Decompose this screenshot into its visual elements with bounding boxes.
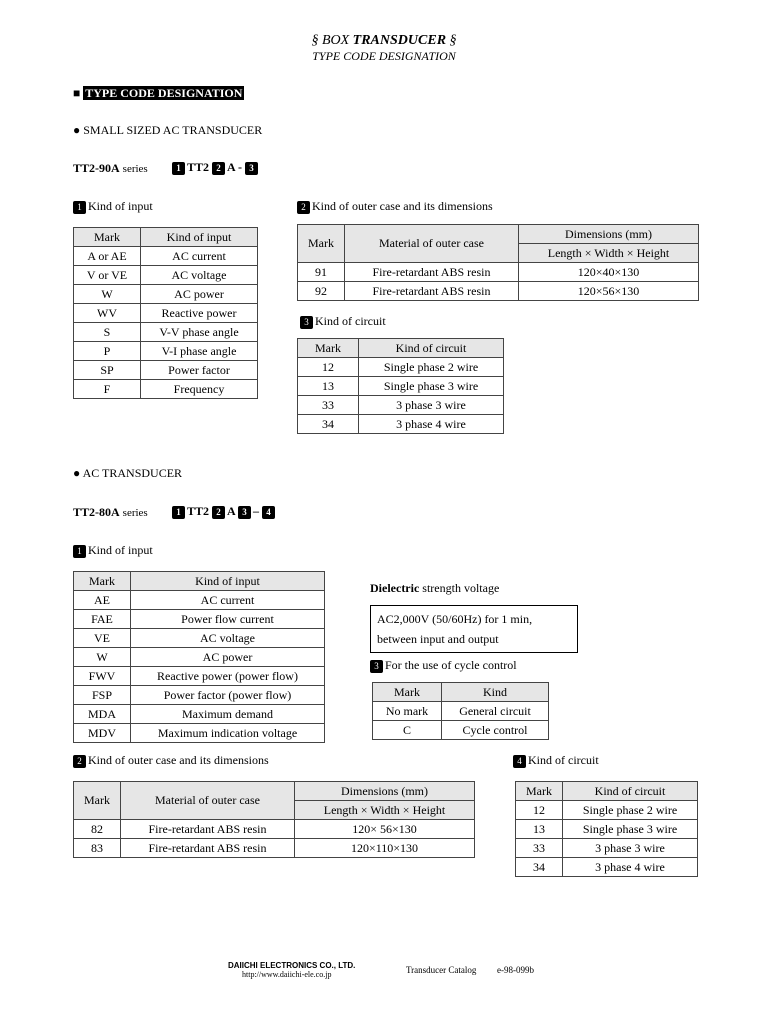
small-circuit-table: Mark Kind of circuit 12 Single phase 2 wire 13 Single phase 3 wire 33 3 phase 3 wire 34 3 phase 4 wire [297, 338, 504, 434]
page-subtitle: TYPE CODE DESIGNATION [312, 49, 456, 63]
table-row: No mark General circuit [373, 702, 549, 721]
table-row: 33 3 phase 3 wire [516, 839, 698, 858]
table-row: 33 3 phase 3 wire [298, 396, 504, 415]
table-row: FWV Reactive power (power flow) [74, 667, 325, 686]
small-circuit-caption: 3 Kind of circuit [300, 314, 386, 329]
table-row: FSP Power factor (power flow) [74, 686, 325, 705]
table-row: V or VE AC voltage [74, 266, 258, 285]
ac-code: 1 TT2 2 A 3 – 4 [172, 504, 277, 519]
table-row: 92 Fire-retardant ABS resin 120×56×130 [298, 282, 699, 301]
page-title: § BOX TRANSDUCER § [311, 33, 457, 48]
footer-catalog: Transducer Catalog [406, 965, 477, 975]
table-row: 83 Fire-retardant ABS resin 120×110×130 [74, 839, 475, 858]
table-row: MDA Maximum demand [74, 705, 325, 724]
company-logo [228, 960, 355, 970]
table-row: VE AC voltage [74, 629, 325, 648]
small-code: 1 TT2 2 A - 3 [172, 160, 260, 175]
table-row: 91 Fire-retardant ABS resin 120×40×130 [298, 263, 699, 282]
table-row: F Frequency [74, 380, 258, 399]
small-heading: ● SMALL SIZED AC TRANSDUCER [73, 123, 263, 137]
dielectric-label: Dielectric strength voltage [370, 581, 500, 595]
ac-circuit-table: Mark Kind of circuit 12 Single phase 2 wire 13 Single phase 3 wire 33 3 phase 3 wire 34 3 phase 4 wire [515, 781, 698, 877]
section-heading: ■ TYPE CODE DESIGNATION [73, 86, 243, 100]
table-row: 34 3 phase 4 wire [298, 415, 504, 434]
ac-case-table: Mark Material of outer case Dimensions (mm) Length × Width × Height 82 Fire-retardant ABS resin 120× 56×130 83 Fire-retardant ABS resin 120×110×130 [73, 781, 475, 858]
small-input-table: Mark Kind of input A or AE AC current V or VE AC voltage W AC power WV Reactive power S V-V phase angle P V-I phase angle SP Power factor F Frequency [73, 227, 258, 399]
ac-series: TT2-80A series [73, 505, 148, 519]
footer-code: e-98-099b [497, 965, 534, 975]
small-input-caption: 1 Kind of input [73, 199, 153, 214]
ac-case-caption: 2 Kind of outer case and its dimensions [73, 753, 269, 768]
ac-heading: ● AC TRANSDUCER [73, 466, 183, 480]
ac-input-caption: 1 Kind of input [73, 543, 153, 558]
table-row: WV Reactive power [74, 304, 258, 323]
table-row: 13 Single phase 3 wire [516, 820, 698, 839]
ac-circuit-caption: 4 Kind of circuit [513, 753, 599, 768]
table-row: 12 Single phase 2 wire [298, 358, 504, 377]
table-row: W AC power [74, 285, 258, 304]
table-row: 34 3 phase 4 wire [516, 858, 698, 877]
table-row: S V-V phase angle [74, 323, 258, 342]
company-name: DAIICHI ELECTRONICS CO., LTD. [228, 961, 356, 970]
small-case-table: Mark Material of outer case Dimensions (mm) Length × Width × Height 91 Fire-retardant ABS resin 120×40×130 92 Fire-retardant ABS resin 120×56×130 [297, 224, 699, 301]
dielectric-box: AC2,000V (50/60Hz) for 1 min, between input and output [370, 605, 578, 653]
table-row: MDV Maximum indication voltage [74, 724, 325, 743]
ac-input-table: Mark Kind of input AE AC current FAE Power flow current VE AC voltage W AC power FWV Reactive power (power flow) FSP Power factor (power flow) MDA Maximum demand MDV Maximum indication voltage [73, 571, 325, 743]
small-case-caption: 2 Kind of outer case and its dimensions [297, 199, 493, 214]
table-row: 12 Single phase 2 wire [516, 801, 698, 820]
table-row: FAE Power flow current [74, 610, 325, 629]
cycle-table: Mark Kind No mark General circuit C Cycle control [372, 682, 549, 740]
table-row: P V-I phase angle [74, 342, 258, 361]
table-row: 82 Fire-retardant ABS resin 120× 56×130 [74, 820, 475, 839]
table-row: AE AC current [74, 591, 325, 610]
table-row: 13 Single phase 3 wire [298, 377, 504, 396]
table-row: SP Power factor [74, 361, 258, 380]
table-row: C Cycle control [373, 721, 549, 740]
footer-url: http://www.daiichi-ele.co.jp [242, 970, 332, 979]
table-row: A or AE AC current [74, 247, 258, 266]
table-row: W AC power [74, 648, 325, 667]
cycle-caption: 3 For the use of cycle control [370, 658, 517, 673]
small-series: TT2-90A series [73, 161, 148, 175]
